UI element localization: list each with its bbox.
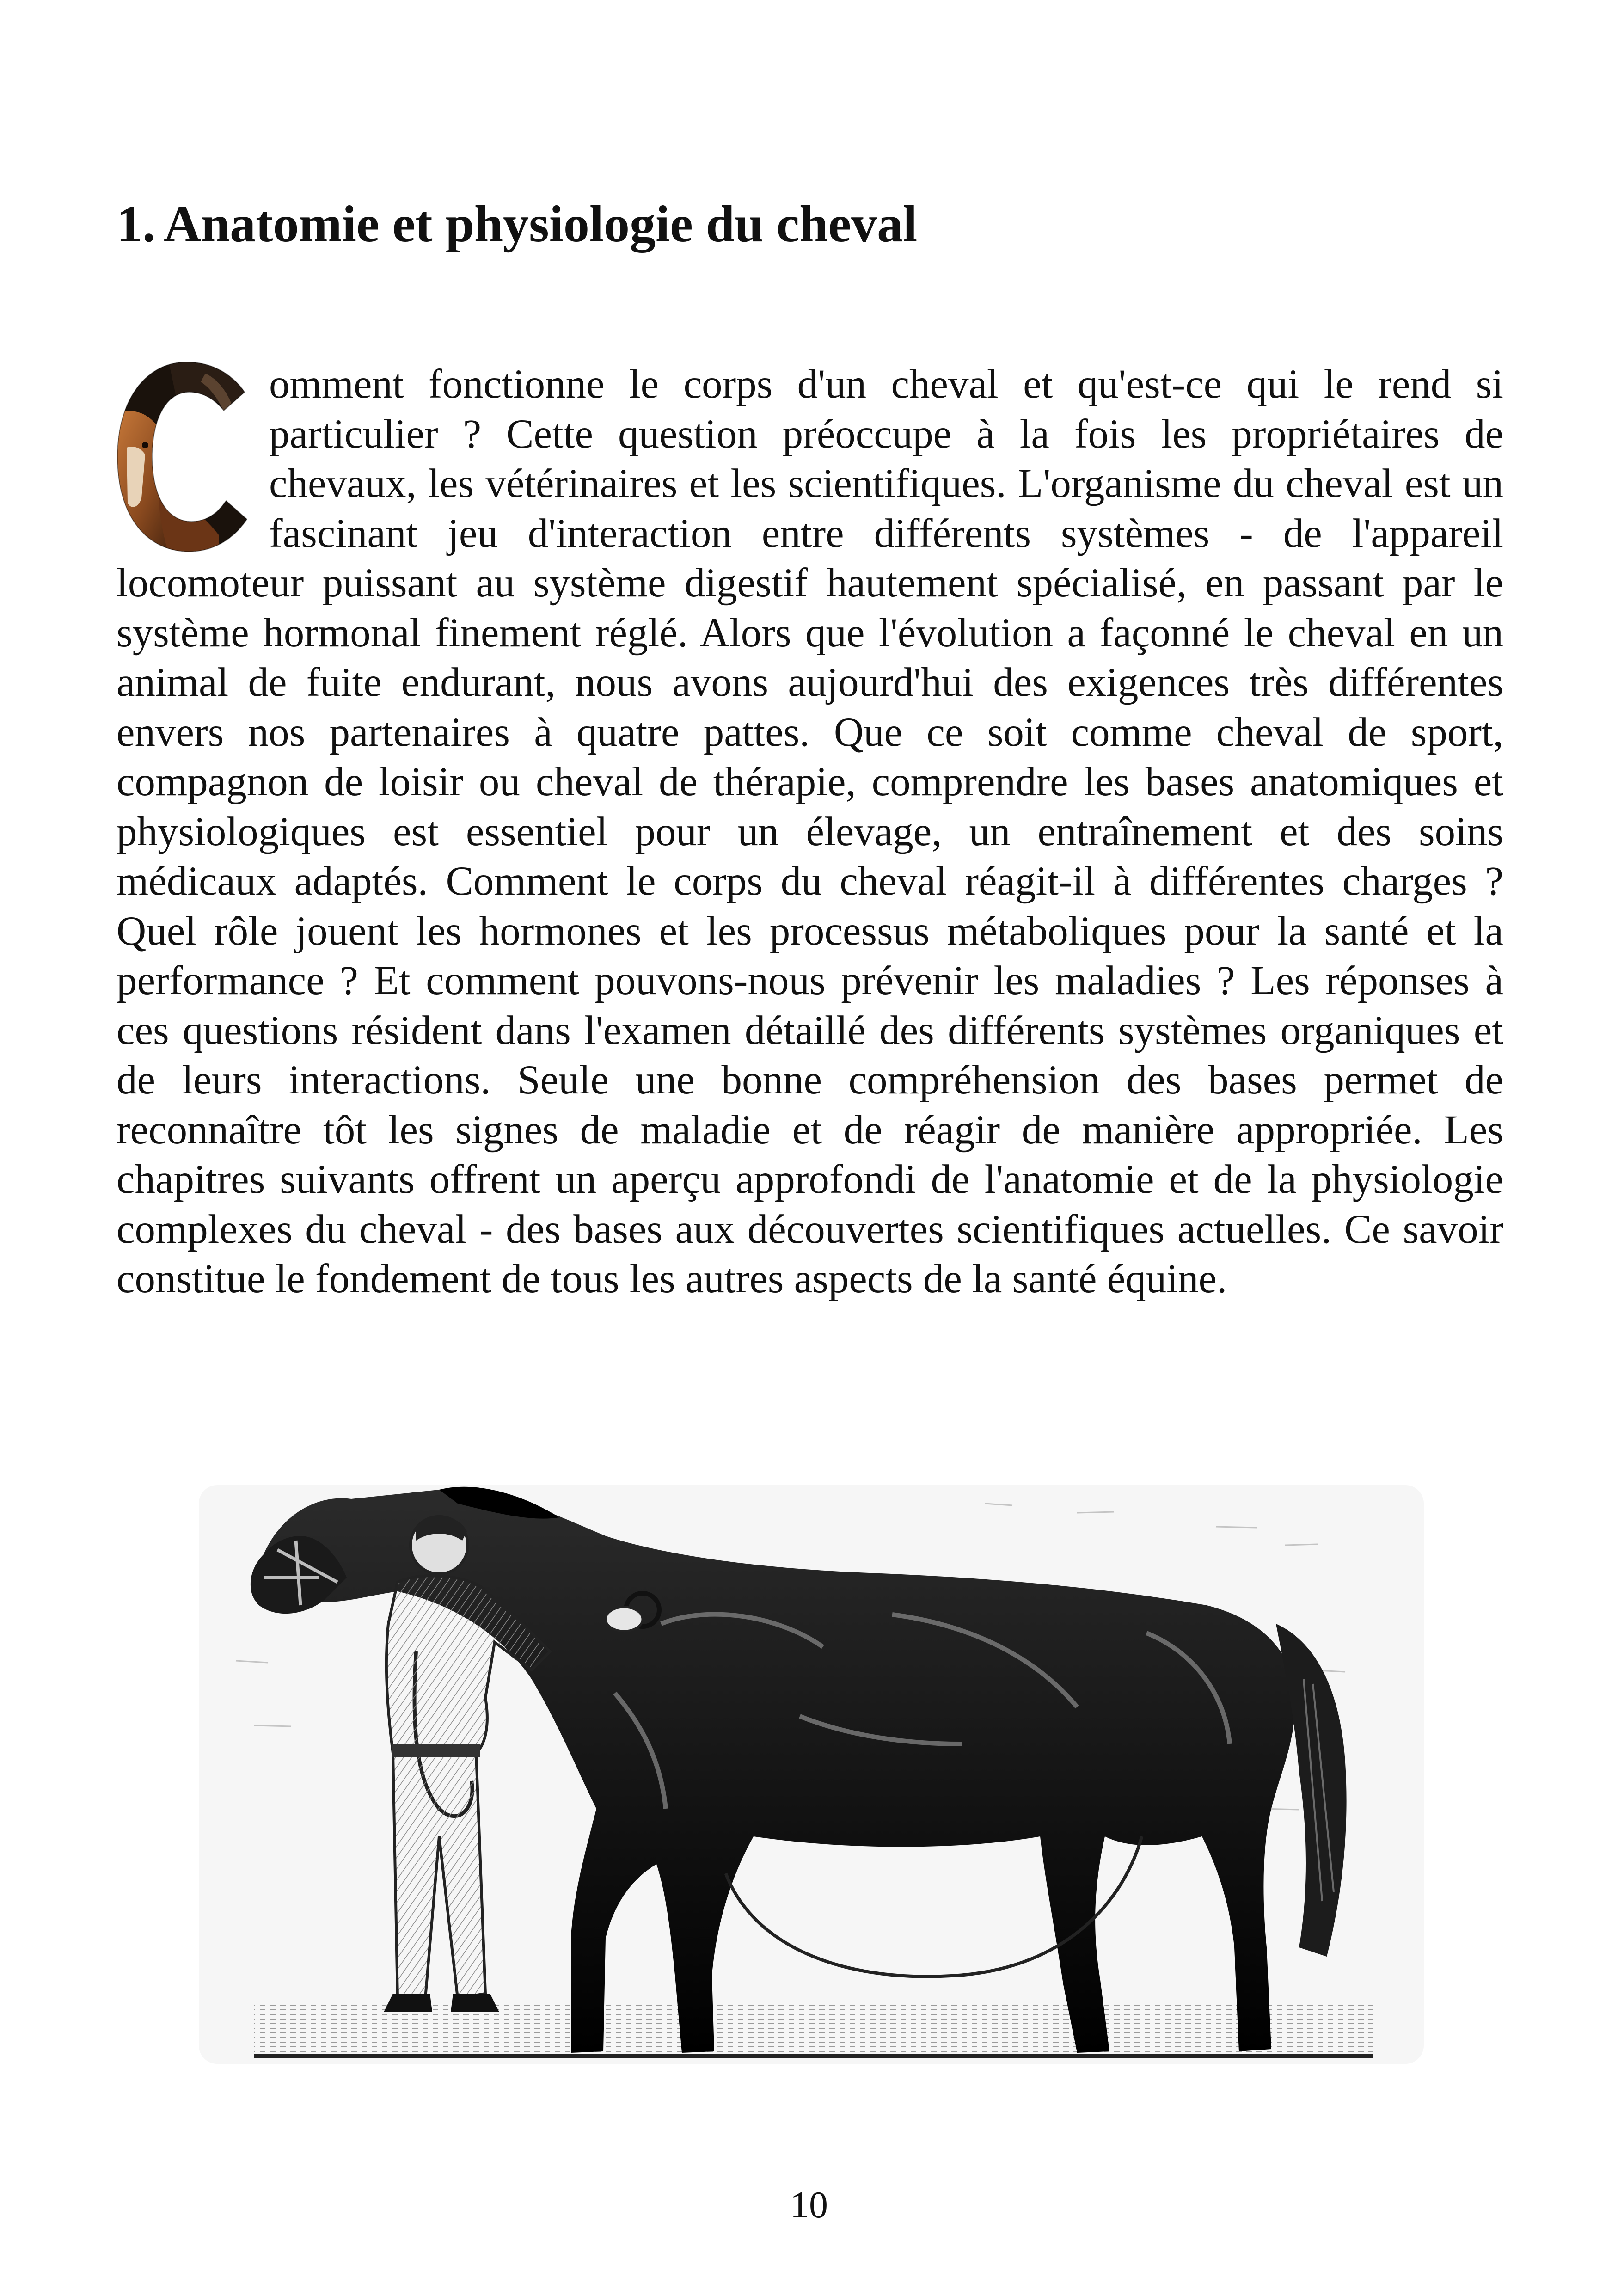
chapter-title: Anatomie et physiologie du cheval bbox=[164, 196, 918, 253]
page-number: 10 bbox=[790, 2184, 828, 2226]
dropcap-horse-icon bbox=[113, 360, 251, 554]
horse-examination-illustration bbox=[199, 1485, 1424, 2064]
intro-paragraph-text: omment fonctionne le corps d'un cheval et qu'est-ce qui le rend si particulier ? Cette question préoccupe à la fois les propriétaires de chevaux, les vétérinaires et les scientifiques. L'organisme du cheval est un fascinant jeu d'interaction entre différents systèmes - de l'appareil locomoteur puissant au système digestif hautement spécialisé, en passant par le système hormonal finement réglé. Alors que l'évolution a façonné le cheval en un animal de fuite endurant, nous avons aujourd'hui des exigences très différentes envers nos partenaires à quatre pattes. Que ce soit comme cheval de sport, compagnon de loisir ou cheval de thérapie, comprendre les bases anatomiques et physiologiques est essentiel pour un élevage, un entraînement et des soins médicaux adaptés. Comment le corps du cheval réagit-il à différentes charges ? Quel rôle jouent les hormones et les processus métaboliques pour la santé et la performance ? Et comment pouvons-nous prévenir les maladies ? Les réponses à ces questions résident dans l'examen détaillé des différents systèmes organiques et de leurs interactions. Seule une bonne compréhension des bases permet de reconnaître tôt les signes de maladie et de réagir de manière appropriée. Les chapitres suivants offrent un aperçu approfondi de l'anatomie et de la physiologie complexes du cheval - des bases aux découvertes scientifiques actuelles. Ce savoir constitue le fondement de tous les autres aspects de la santé équine. bbox=[116, 362, 1503, 1301]
chapter-heading bbox=[116, 193, 917, 255]
chapter-number: 1. bbox=[116, 196, 155, 253]
intro-paragraph bbox=[116, 360, 1503, 1304]
